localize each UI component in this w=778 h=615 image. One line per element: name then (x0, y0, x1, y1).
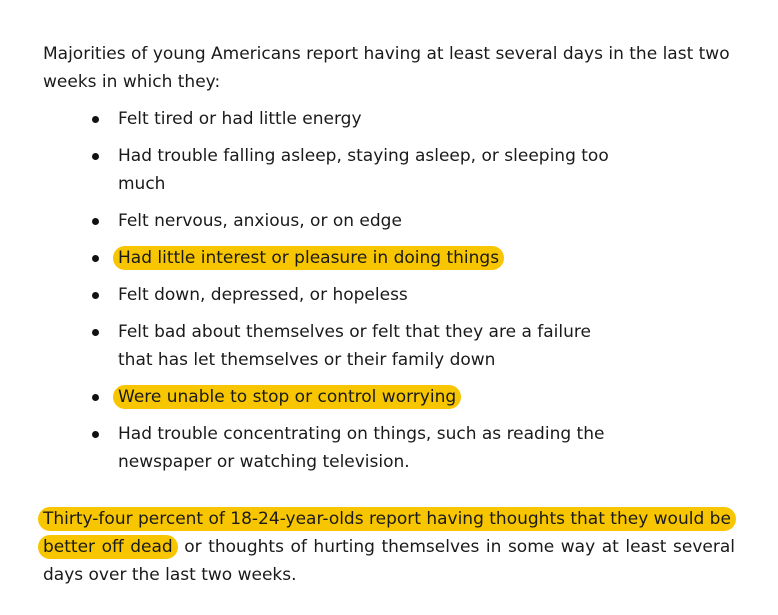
list-item (90, 244, 610, 272)
list-item-text: Felt tired or had little energy (118, 109, 362, 129)
list-item-text: Felt nervous, anxious, or on edge (118, 211, 402, 231)
list-item (90, 207, 610, 235)
bullet-icon (92, 292, 99, 299)
conclusion-paragraph (43, 505, 735, 589)
bullet-icon (92, 394, 99, 401)
highlighted-text: Were unable to stop or control worrying (113, 385, 461, 409)
conclusion-rest: or thoughts of hurting themselves in some way at least several days over the last two weeks. (43, 537, 735, 585)
bullet-icon (92, 329, 99, 336)
list-item-text: Felt bad about themselves or felt that they are a failure that has let themselves or their family down (118, 322, 591, 370)
list-item (90, 281, 610, 309)
list-item-text: Felt down, depressed, or hopeless (118, 285, 408, 305)
bullet-icon (92, 431, 99, 438)
list-item (90, 105, 610, 133)
symptom-list (90, 105, 610, 485)
list-item (90, 142, 610, 198)
intro-paragraph: Majorities of young Americans report having at least several days in the last two weeks in which they: (43, 44, 730, 92)
list-item-text: Had trouble concentrating on things, such as reading the newspaper or watching television. (118, 424, 605, 472)
list-item-text: Had trouble falling asleep, staying asleep, or sleeping too much (118, 146, 609, 194)
list-item (90, 318, 610, 374)
list-item (90, 383, 610, 411)
bullet-icon (92, 153, 99, 160)
bullet-icon (92, 218, 99, 225)
bullet-icon (92, 116, 99, 123)
highlighted-statistic: Thirty-four percent of 18-24-year-olds report having thoughts that they would be better off dead (38, 507, 736, 559)
highlighted-text: Had little interest or pleasure in doing things (113, 246, 504, 270)
list-item (90, 420, 610, 476)
bullet-icon (92, 255, 99, 262)
